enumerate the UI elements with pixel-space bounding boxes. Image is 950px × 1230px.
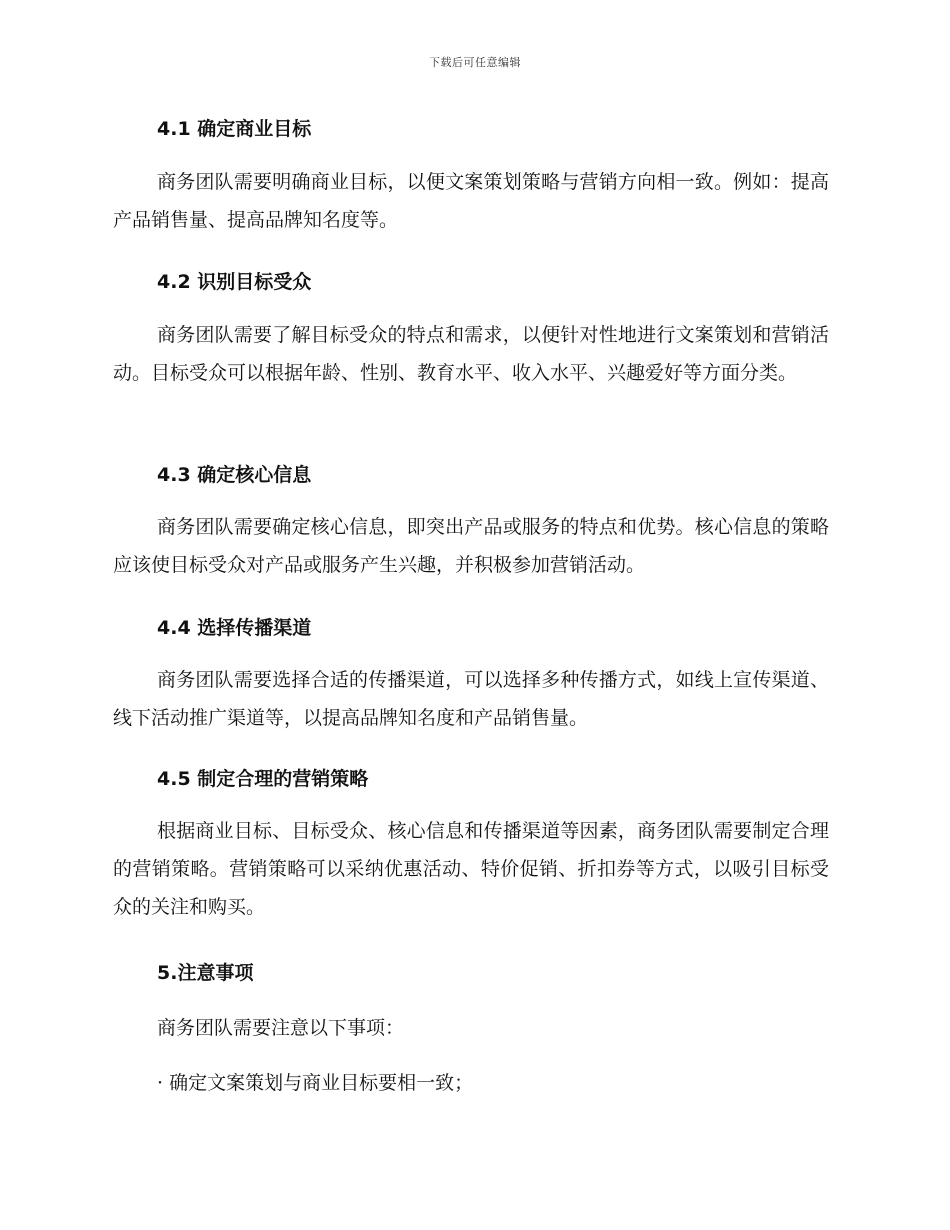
notes-intro: 商务团队需要注意以下事项： — [157, 1017, 405, 1039]
section-heading-4-1: 4.1 确定商业目标 — [157, 118, 312, 140]
section-paragraph-4-1: 商务团队需要明确商业目标，以便文案策划策略与营销方向相一致。例如：提高产品销售量、提高品牌知名度等。 — [113, 171, 829, 231]
notes-list-item: · 确定文案策划与商业目标要相一致； — [157, 1072, 474, 1094]
section-heading-4-3: 4.3 确定核心信息 — [157, 464, 312, 486]
section-heading-4-5: 4.5 制定合理的营销策略 — [157, 768, 369, 790]
section-paragraph-4-2: 商务团队需要了解目标受众的特点和需求，以便针对性地进行文案策划和营销活动。目标受众可以根据年龄、性别、教育水平、收入水平、兴趣爱好等方面分类。 — [113, 324, 829, 384]
section-heading-4-2: 4.2 识别目标受众 — [157, 271, 312, 293]
page-header: 下载后可任意编辑 — [429, 56, 521, 69]
section-paragraph-4-5: 根据商业目标、目标受众、核心信息和传播渠道等因素，商务团队需要制定合理的营销策略。营销策略可以采纳优惠活动、特价促销、折扣券等方式，以吸引目标受众的关注和购买。 — [113, 820, 829, 918]
section-heading-4-4: 4.4 选择传播渠道 — [157, 617, 312, 639]
section-paragraph-4-4: 商务团队需要选择合适的传播渠道，可以选择多种传播方式，如线上宣传渠道、线下活动推广渠道等，以提高品牌知名度和产品销售量。 — [113, 669, 829, 729]
section-paragraph-4-3: 商务团队需要确定核心信息，即突出产品或服务的特点和优势。核心信息的策略应该使目标受众对产品或服务产生兴趣，并积极参加营销活动。 — [113, 516, 829, 576]
notes-heading: 5.注意事项 — [157, 962, 254, 984]
